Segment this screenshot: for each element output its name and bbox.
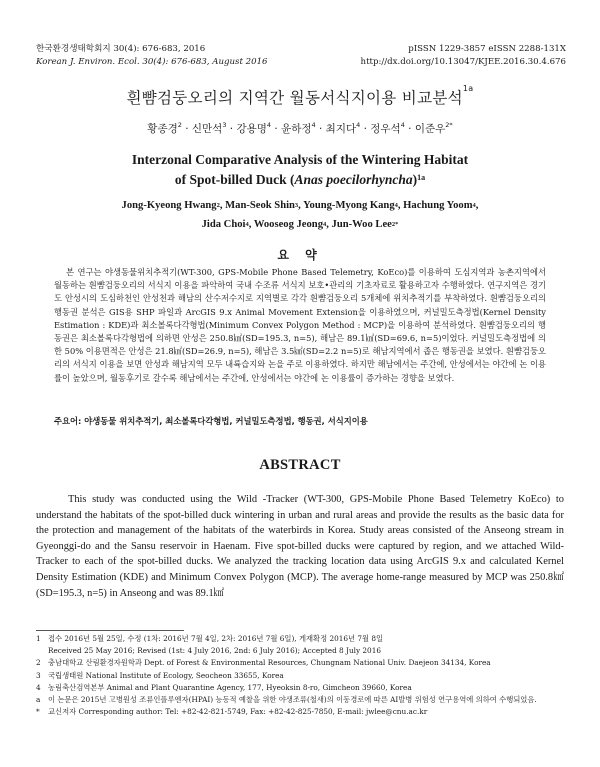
author-affiliation-mark: 4 — [400, 121, 405, 129]
footnote-mark: * — [36, 707, 40, 717]
author-ko: 황종경 — [147, 123, 178, 135]
author-ko: 강용명 — [236, 123, 267, 135]
title-korean-footnote-mark: 1a — [462, 84, 474, 93]
author-en: Wooseog Jeong — [253, 219, 323, 230]
authors-english-line1: Jong-Kyeong Hwang$^2$, Man-Seok Shin$^3$, Young-Myong Kang$^4$, Hachung Yoom$^4$, — [121, 200, 479, 211]
author-en: Jong-Kyeong Hwang — [121, 200, 217, 211]
authors-english-line2: Jida Choi$^4$, Wooseog Jeong$^4$, Jun-Woo Lee$^{2*}$ — [201, 219, 399, 230]
footnote — [36, 645, 564, 657]
author-affiliation-mark: 2 — [177, 121, 182, 129]
title-english-line1: Interzonal Comparative Analysis of the Wintering Habitat — [131, 152, 469, 167]
footnote-text: 접수 2016년 5월 25일, 수정 (1차: 2016년 7월 4일, 2차: 2016년 7월 6일), 게재확정 2016년 7월 8일 — [48, 634, 384, 643]
title-english — [0, 150, 600, 190]
keywords: 주요어: 야생동물 위치추적기, 최소볼록다각형법, 커널밀도측정법, 행동권, 서식지이용 — [54, 416, 368, 426]
species-name: Anas poecilorhyncha — [294, 172, 413, 187]
footnote-text: 농림축산검역본부 Animal and Plant Quarantine Agency, 177, Hyeoksin 8-ro, Gimcheon 39660, Korea — [48, 682, 412, 692]
journal-identifiers — [361, 43, 566, 69]
footnote-mark — [36, 645, 48, 657]
footnotes — [36, 633, 564, 718]
journal-name-en: Korean J. Environ. Ecol. 30(4): 676-683, August 2016 — [36, 57, 268, 67]
footnote-text: Received 25 May 2016; Revised (1st: 4 July 2016, 2nd: 6 July 2016); Accepted 8 July 2016 — [48, 646, 381, 656]
author-affiliation-mark: 4 — [394, 202, 398, 209]
author-ko: 정우석 — [370, 123, 401, 135]
title-english-text: of Spot-billed Duck ( — [174, 172, 295, 187]
footnote-mark: 1 — [36, 634, 41, 643]
author-affiliation-mark: 3 — [294, 202, 299, 209]
title-korean — [0, 86, 600, 108]
abstract-korean-heading: 요 약 — [277, 248, 323, 262]
footnote-mark: 2 — [36, 658, 41, 668]
author-ko: 최지다 — [325, 123, 357, 135]
author-affiliation-mark: 4 — [356, 121, 361, 129]
footnote-text: 교신저자 Corresponding author: Tel: +82-42-821-5749, Fax: +82-42-825-7850, E-mail: jwlee@cnu.ac.kr — [48, 707, 428, 717]
abstract-english-body: This study was conducted using the Wild -Tracker (WT-300, GPS-Mobile Phone Based Telemetry KoEco) to understand the habitats of the spot-billed duck wintering in urban and rural areas and provide the results as the basic data for the protection and management of the habitats of the waterbirds in Korea. Study areas consisted of the Anseong stream in Gyeonggi-do and the Sansu reservoir in Haenam. Five spot-billed ducks were captured by region, and we attached Wild-Tracker to each of the spot-billed ducks. We analyzed the tracking location data using ArcGIS 9.x and calculated Kernel Density Estimation (KDE) and Minimum Convex Polygon (MCP). The average home-range measured by MCP was 250.8㎢ (SD=195.3, n=5) in Anseong and was 89.1㎢ — [36, 494, 564, 599]
footnote — [36, 657, 564, 669]
footnote — [36, 706, 564, 718]
footnote-mark: 4 — [36, 682, 41, 692]
doi-link[interactable]: http://dx.doi.org/10.13047/KJEE.2016.30.4.676 — [360, 57, 566, 67]
footnote — [36, 682, 564, 694]
author-en: Hachung Yoom — [403, 200, 473, 211]
authors-english — [0, 196, 600, 234]
author-en: Jida Choi — [201, 219, 246, 230]
footnote-mark: a — [36, 695, 41, 705]
journal-citation — [36, 43, 268, 69]
author-affiliation-mark: 2 — [216, 202, 220, 209]
title-english-text: ) — [412, 172, 418, 187]
title-english-footnote-mark: 1a — [417, 173, 426, 182]
title-korean-text: 흰뺨검둥오리의 지역간 월동서식지이용 비교분석 — [126, 89, 463, 107]
issn: pISSN 1229-3857 eISSN 2288-131X — [408, 44, 566, 54]
author-affiliation-mark: 2* — [391, 221, 399, 228]
author-affiliation-mark: 4 — [323, 221, 327, 228]
author-affiliation-mark: 2* — [445, 121, 453, 129]
author-en: Jun-Woo Lee — [331, 219, 392, 230]
author-affiliation-mark: 4 — [245, 221, 249, 228]
abstract-english-heading: ABSTRACT — [259, 457, 341, 473]
author-ko: 신만석 — [191, 123, 223, 135]
authors-korean: 황종경$^2$ · 신만석$^3$ · 강용명$^4$ · 윤하정$^4$ · 최지다$^4$ · 정우석$^4$ · 이준우$^{2*}$ — [147, 121, 453, 135]
footnote — [36, 670, 564, 682]
footnote-mark: 3 — [36, 670, 41, 680]
author-affiliation-mark: 4 — [311, 121, 316, 129]
footnote-divider — [36, 630, 184, 631]
author-en: Man-Seok Shin — [225, 200, 295, 211]
author-en: Young-Myong Kang — [303, 200, 395, 211]
author-affiliation-mark: 3 — [222, 121, 227, 129]
author-affiliation-mark: 4 — [266, 121, 272, 129]
author-ko: 이준우 — [414, 123, 446, 135]
footnote — [36, 694, 564, 706]
author-ko: 윤하정 — [281, 123, 312, 135]
abstract-korean-body: 본 연구는 야생동물위치추적기(WT-300, GPS-Mobile Phone Based Telemetry, KoEco)를 이용하여 도심지역과 농촌지역에서 월동하는 흰뺨검둥오리의 서식지 이용을 파악하여 국내 수조류 서식지 보호•관리의 기초자료로 활용하고자 수행하였다. 연구지역은 경기도 안성시의 도심하천인 안성천과 해남의 산수저수지로 지역별로 각각 흰뺨검둥오리 5개체에 위치추적기를 부착하였다. 흰뺨검둥오리의 행동권 분석은 GIS용 SHP 파일과 ArcGIS 9.x Animal Movement Extension을 이용하였으며, 커널밀도측정법(Kernel Density Estimation : KDE)과 최소볼록다각형법(Minimum Convex Polygon Method : MCP)을 이용하여 분석하였다. 흰뺨검둥오리의 행동권은 최소볼록다각형법에 의하면 안성은 250.8㎢(SD=195.3, n=5), 해남은 89.1㎢(SD=69.6, n=5)이었다. 커널밀도측정법에 의한 50% 이용면적은 안성은 21.8㎢(SD=26.9, n=5), 해남은 3.5㎢(SD=2.2 n=5)로 해남지역에서 좁은 행동권을 보였다. 흰뺨검둥오리의 서식지 이용을 보면 안성과 해남지역 모두 내륙습지와 논을 주로 이용하였다. 하지만 해남에서는 주간에, 안성에서는 야간에 논 이용률이 높았으며, 월동후기로 갈수록 해남에서는 주간에, 안성에서는 야간에 논 이용률이 증가하는 경향을 보였다. — [54, 267, 546, 383]
journal-name-ko: 한국환경생태학회지 30(4): 676-683, 2016 — [36, 44, 206, 54]
footnote-text: 충남대학교 산림환경자원학과 Dept. of Forest & Environmental Resources, Chungnam National Univ. Daejeon 34134, Korea — [48, 658, 491, 668]
footnote-text: 이 논문은 2015년 고병원성 조류인플루엔자(HPAI) 능동적 예찰을 위한 야생조류(철새)의 이동경로에 따른 AI발병 위험성 연구용역에 의하여 수행되었음. — [48, 695, 537, 705]
title-english-line2 — [0, 170, 600, 190]
footnote-text: 국립생태원 National Institute of Ecology, Seocheon 33655, Korea — [48, 670, 284, 680]
footnote — [36, 633, 564, 645]
author-affiliation-mark: 4 — [472, 202, 476, 209]
